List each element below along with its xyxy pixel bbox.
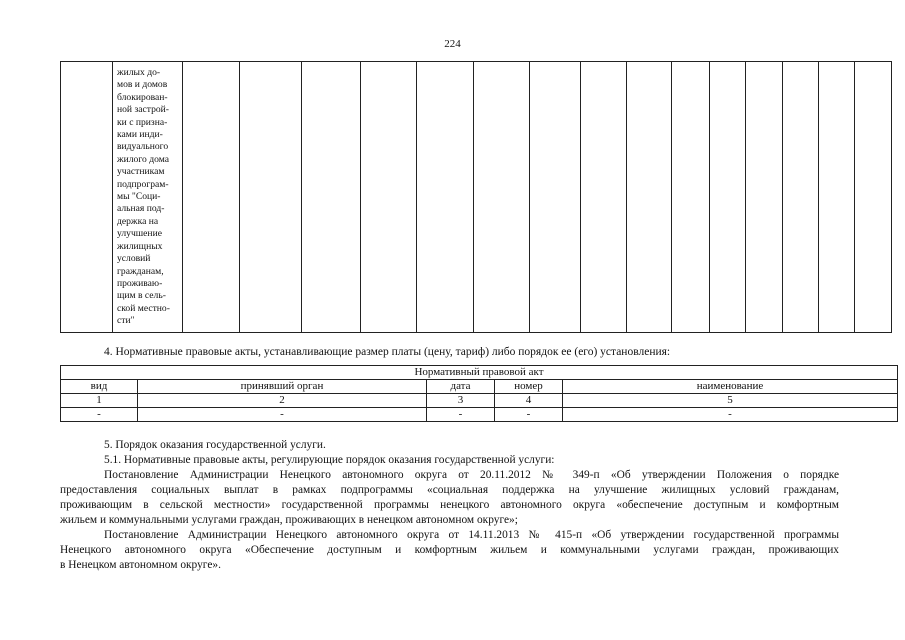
column-header: наименование bbox=[563, 380, 898, 394]
description-line: ной застрой- bbox=[117, 104, 170, 116]
table-row bbox=[61, 394, 898, 408]
paragraph-line: предоставления социальных выплат в рамках подпрограммы «социальная поддержка на улучшение жилищных условий гражданам, bbox=[60, 484, 839, 496]
table-cell bbox=[627, 62, 672, 333]
table-cell bbox=[783, 62, 819, 333]
description-line: альная под- bbox=[117, 203, 165, 215]
table-cell bbox=[302, 62, 361, 333]
description-line: держка на bbox=[117, 215, 159, 227]
table-cell bbox=[581, 62, 627, 333]
table-cell bbox=[819, 62, 855, 333]
table-row bbox=[61, 62, 892, 333]
table-cell: 1 bbox=[61, 394, 138, 408]
table-cell: 4 bbox=[495, 394, 563, 408]
column-header: дата bbox=[427, 380, 495, 394]
table-cell: 2 bbox=[138, 394, 427, 408]
description-line: ками инди- bbox=[117, 129, 163, 141]
description-line: видуального bbox=[117, 141, 169, 153]
table-cell: 5 bbox=[563, 394, 898, 408]
table-cell: - bbox=[427, 408, 495, 422]
description-line: щим в сель- bbox=[117, 290, 166, 302]
service-description-cell bbox=[113, 62, 183, 333]
table-cell bbox=[61, 62, 113, 333]
continuation-table bbox=[60, 61, 892, 333]
description-line: ки с призна- bbox=[117, 116, 168, 128]
paragraph-resolution-415 bbox=[60, 528, 839, 573]
column-header: принявший орган bbox=[138, 380, 427, 394]
description-line: подпрограм- bbox=[117, 178, 169, 190]
paragraph-line: Постановление Администрации Ненецкого автономного округа от 14.11.2013 № 415-п «Об утверждении государственной программы bbox=[104, 529, 839, 541]
description-line: гражданам, bbox=[117, 265, 164, 277]
table-cell: - bbox=[563, 408, 898, 422]
table-row bbox=[61, 366, 898, 380]
table-cell bbox=[240, 62, 302, 333]
description-line: жилищных bbox=[117, 240, 163, 252]
paragraph-line: в Ненецком автономном округе». bbox=[60, 559, 221, 571]
table-cell bbox=[530, 62, 581, 333]
description-line: условий bbox=[117, 253, 151, 265]
paragraph-line: Ненецкого автономного округа «Обеспечение доступным и комфортным жильем и коммунальными услугами граждан, проживающих bbox=[60, 544, 839, 556]
page-number: 224 bbox=[444, 38, 461, 50]
table-cell bbox=[746, 62, 783, 333]
column-header: вид bbox=[61, 380, 138, 394]
table-cell bbox=[183, 62, 240, 333]
section-5-1-heading: 5.1. Нормативные правовые акты, регулирующие порядок оказания государственной услуги: bbox=[104, 454, 555, 466]
description-line: жилых до- bbox=[117, 67, 161, 78]
description-line: жилого дома bbox=[117, 153, 169, 165]
paragraph-line: проживающим в сельской местности» государственной программы ненецкого автономного округа «обеспечение доступным и комфортным bbox=[60, 499, 839, 511]
table-group-header: Нормативный правовой акт bbox=[61, 366, 898, 380]
column-header: номер bbox=[495, 380, 563, 394]
table-cell: - bbox=[138, 408, 427, 422]
paragraph-line: жильем и коммунальными услугами граждан, проживающих в ненецком автономном округе»; bbox=[60, 514, 518, 526]
table-cell: - bbox=[61, 408, 138, 422]
section-4-heading: 4. Нормативные правовые акты, устанавливающие размер платы (цену, тариф) либо порядок ее (его) установления: bbox=[104, 346, 671, 358]
section-5 bbox=[60, 438, 839, 573]
table-cell bbox=[855, 62, 892, 333]
paragraph-resolution-349 bbox=[60, 468, 839, 528]
table-cell bbox=[417, 62, 474, 333]
description-line: ской местно- bbox=[117, 302, 170, 314]
table-cell bbox=[710, 62, 746, 333]
table-cell bbox=[361, 62, 417, 333]
table-row bbox=[61, 408, 898, 422]
table-cell bbox=[672, 62, 710, 333]
description-line: участникам bbox=[117, 166, 165, 178]
description-line: улучшение bbox=[117, 228, 162, 240]
section-5-heading: 5. Порядок оказания государственной услуги. bbox=[104, 439, 326, 451]
table-cell: 3 bbox=[427, 394, 495, 408]
description-line: мов и домов bbox=[117, 79, 168, 91]
description-line: мы "Соци- bbox=[117, 191, 161, 203]
normative-act-table bbox=[60, 365, 898, 422]
table-header-row bbox=[61, 380, 898, 394]
description-line: блокирован- bbox=[117, 91, 168, 103]
description-line: сти" bbox=[117, 315, 135, 327]
paragraph-line: Постановление Администрации Ненецкого автономного округа от 20.11.2012 № 349-п «Об утверждении Положения о порядке bbox=[104, 469, 839, 481]
table-cell bbox=[474, 62, 530, 333]
description-line: проживаю- bbox=[117, 277, 163, 289]
table-cell: - bbox=[495, 408, 563, 422]
